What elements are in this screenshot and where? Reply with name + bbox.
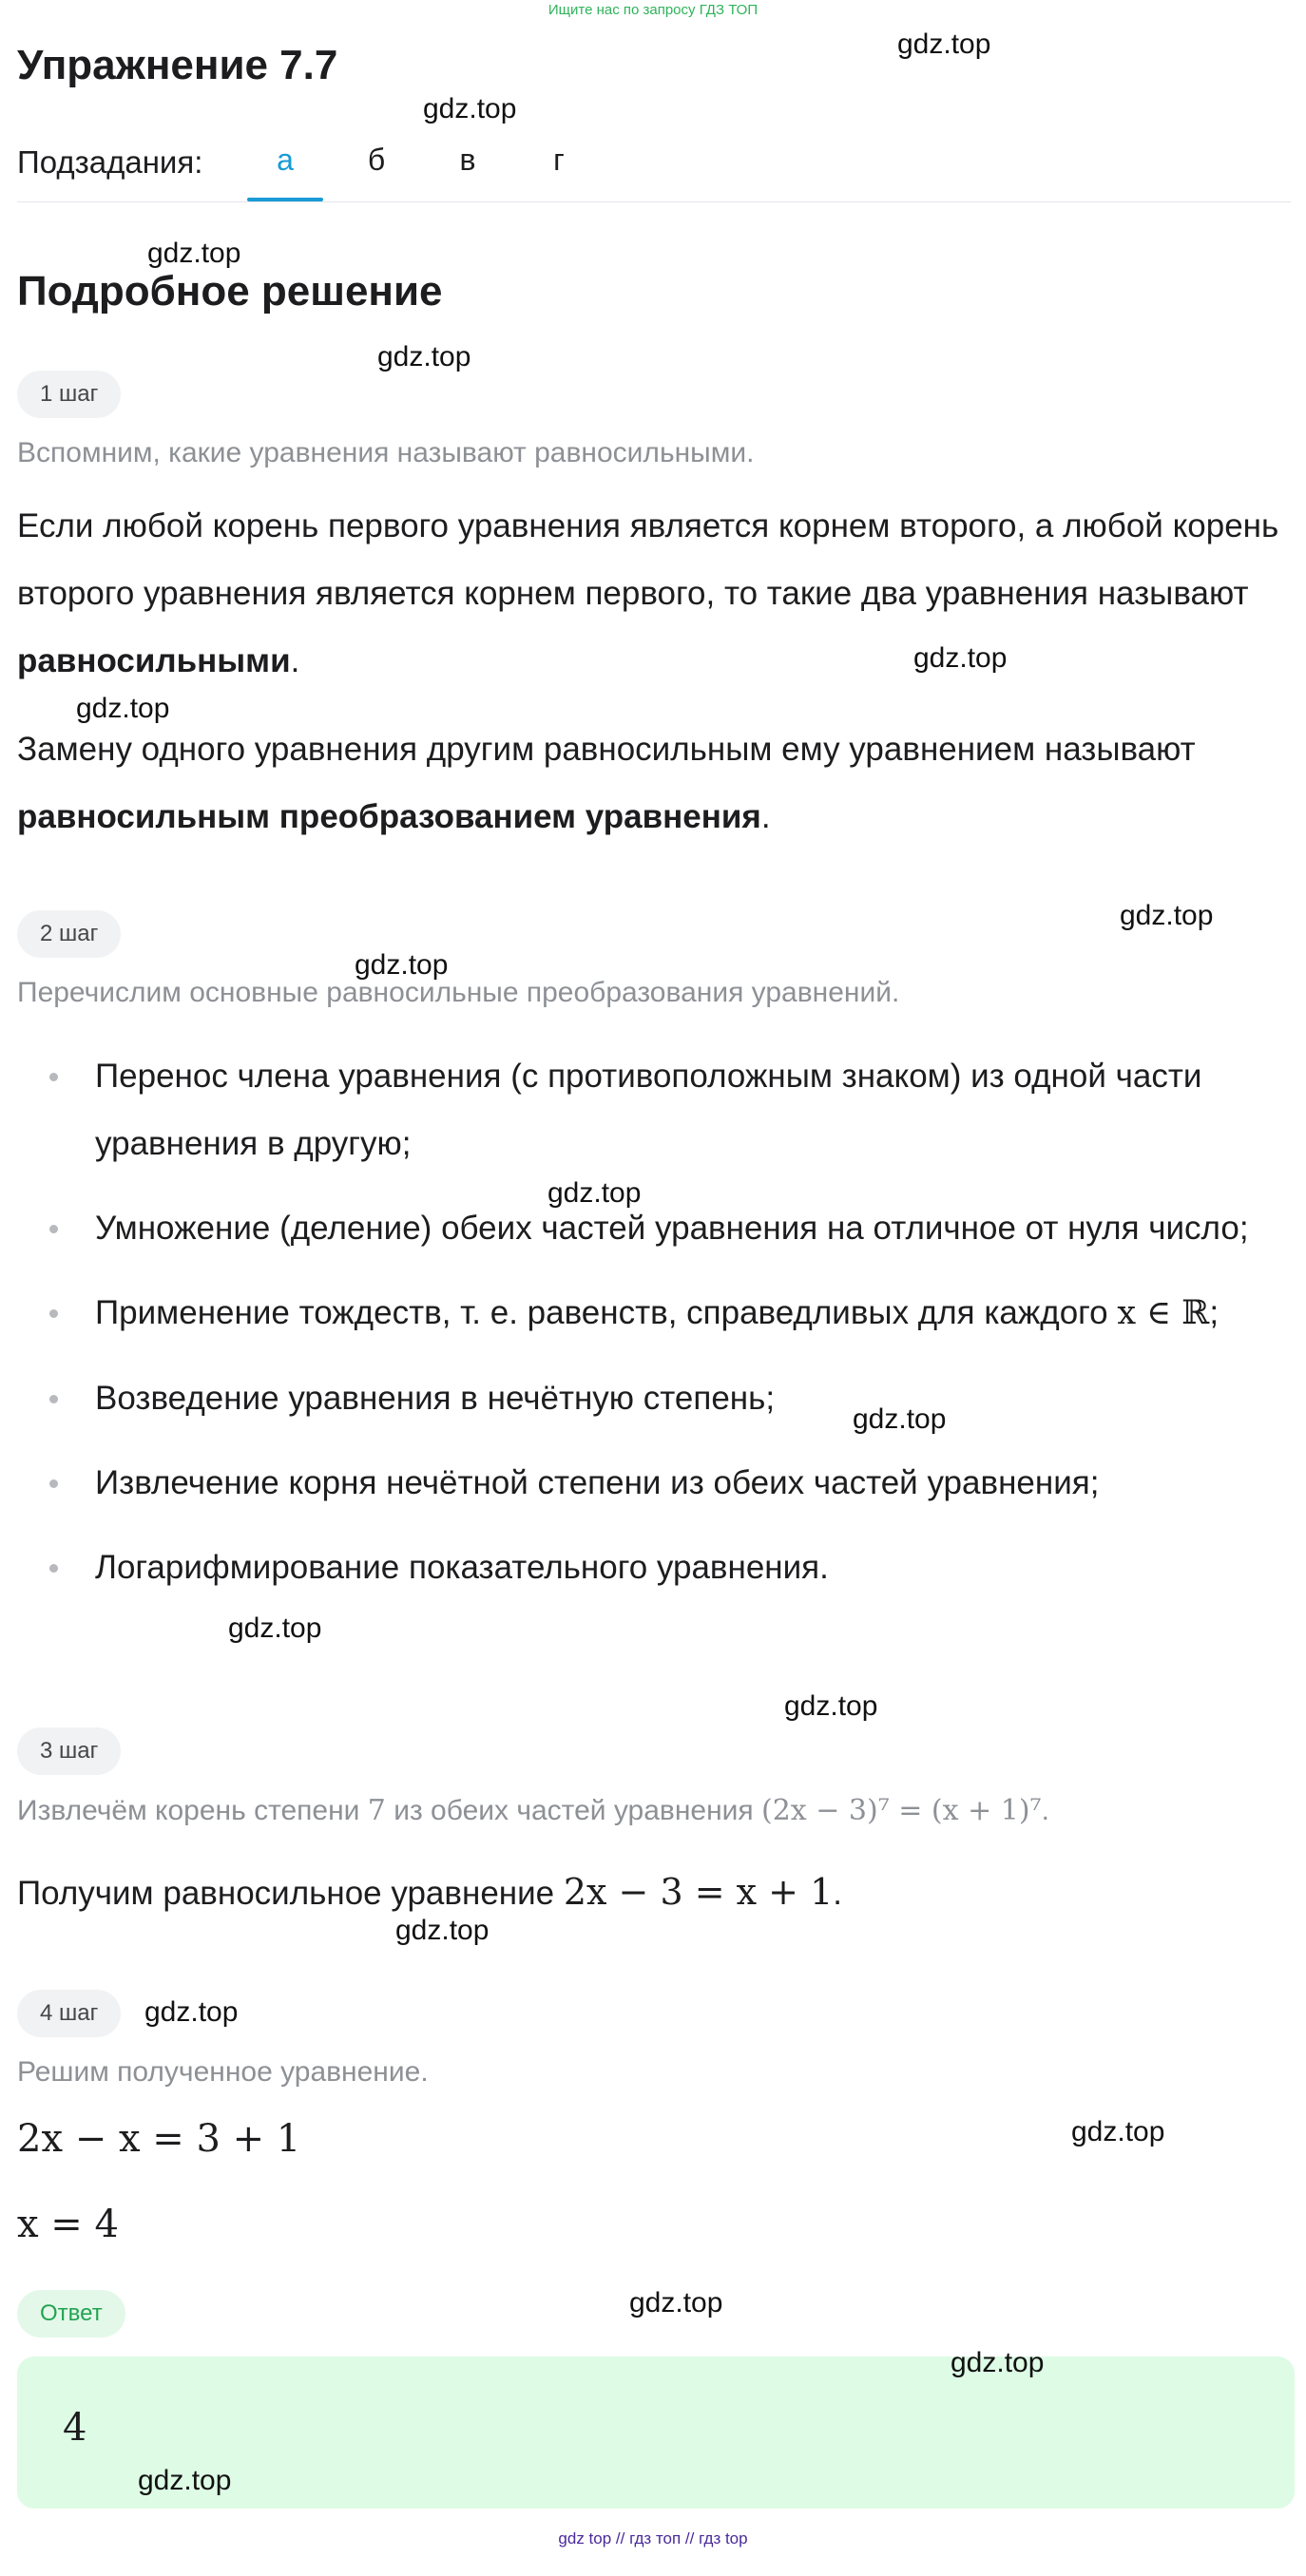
math-x-in-reals: x ∈ ℝ bbox=[1117, 1294, 1210, 1332]
transformations-list bbox=[46, 1042, 1300, 1618]
tab-b[interactable]: б bbox=[367, 143, 386, 177]
solution-heading: Подробное решение bbox=[17, 268, 443, 315]
watermark: gdz.top bbox=[147, 238, 241, 269]
step-1-badge: 1 шаг bbox=[17, 371, 121, 418]
list-item: Применение тождеств, т. е. равенств, справедливых для каждого x ∈ ℝ; bbox=[46, 1279, 1300, 1347]
step-2-badge: 2 шаг bbox=[17, 910, 121, 958]
tab-v[interactable]: в bbox=[459, 143, 476, 177]
step-1-paragraph-1: Если любой корень первого уравнения является корнем второго, а любой корень второго уравнения является корнем первого, то такие два уравнения называют равносильными. bbox=[17, 507, 1279, 679]
page-title: Упражнение 7.7 bbox=[17, 42, 338, 88]
list-item: Извлечение корня нечётной степени из обеих частей уравнения; bbox=[46, 1449, 1300, 1517]
watermark: gdz.top bbox=[138, 2465, 232, 2496]
watermark: gdz.top bbox=[913, 642, 1008, 674]
watermark: gdz.top bbox=[784, 1690, 878, 1722]
watermark: gdz.top bbox=[355, 949, 449, 981]
bullet-icon bbox=[49, 1073, 58, 1081]
watermark: gdz.top bbox=[76, 693, 170, 724]
step-4-intro: Решим полученное уравнение. bbox=[17, 2056, 429, 2088]
watermark: gdz.top bbox=[547, 1177, 642, 1209]
answer-badge: Ответ bbox=[17, 2290, 125, 2337]
bullet-icon bbox=[49, 1395, 58, 1403]
math-linear-equation: 2x − 3 = x + 1 bbox=[563, 1871, 834, 1913]
watermark: gdz.top bbox=[423, 93, 517, 124]
list-item: Перенос члена уравнения (с противоположным знаком) из одной части уравнения в другую; bbox=[46, 1042, 1300, 1177]
step-3-intro: Извлечём корень степени 7 из обеих частей уравнения (2x − 3)⁷ = (x + 1)⁷. bbox=[17, 1794, 1049, 1827]
watermark: gdz.top bbox=[228, 1612, 322, 1644]
watermark: gdz.top bbox=[897, 29, 991, 60]
equation-2: x = 4 bbox=[17, 2203, 119, 2246]
watermark: gdz.top bbox=[395, 1915, 490, 1946]
step-3-badge: 3 шаг bbox=[17, 1727, 121, 1775]
watermark: gdz.top bbox=[1120, 900, 1214, 931]
answer-value: 4 bbox=[63, 2406, 87, 2450]
footer: gdz top // гдз топ // гдз top bbox=[558, 2529, 748, 2547]
watermark: gdz.top bbox=[951, 2347, 1045, 2378]
step-1-paragraph-2: Замену одного уравнения другим равносильным ему уравнением называют равносильным преобразованием уравнения. bbox=[17, 731, 1196, 835]
tab-a[interactable]: а bbox=[247, 143, 323, 200]
watermark: gdz.top bbox=[1071, 2116, 1165, 2147]
step-4-badge: 4 шаг bbox=[17, 1990, 121, 2037]
list-item: Умножение (деление) обеих частей уравнения на отличное от нуля число; bbox=[46, 1194, 1300, 1262]
term-equivalent-transformation: равносильным преобразованием уравнения bbox=[17, 798, 761, 835]
watermark: gdz.top bbox=[377, 341, 471, 372]
bullet-icon bbox=[49, 1225, 58, 1233]
watermark: gdz.top bbox=[629, 2287, 723, 2318]
watermark: gdz.top bbox=[853, 1403, 947, 1435]
subtasks-label: Подзадания: bbox=[17, 144, 203, 180]
list-item: Возведение уравнения в нечётную степень; bbox=[46, 1364, 1300, 1432]
subtasks-bar bbox=[17, 143, 1291, 202]
step-3-result: Получим равносильное уравнение 2x − 3 = x + 1. bbox=[17, 1871, 842, 1913]
bullet-icon bbox=[49, 1309, 58, 1318]
math-original-equation: (2x − 3)⁷ = (x + 1)⁷ bbox=[760, 1794, 1042, 1827]
step-1-intro: Вспомним, какие уравнения называют равносильными. bbox=[17, 437, 755, 468]
equation-1: 2x − x = 3 + 1 bbox=[17, 2117, 301, 2161]
list-item: Логарифмирование показательного уравнения. bbox=[46, 1534, 1300, 1601]
bullet-icon bbox=[49, 1479, 58, 1488]
watermark: gdz.top bbox=[144, 1996, 239, 2028]
term-equivalent: равносильными bbox=[17, 642, 291, 679]
top-hint: Ищите нас по запросу ГДЗ ТОП bbox=[547, 2, 759, 18]
tab-g[interactable]: г bbox=[553, 143, 565, 177]
step-2-intro: Перечислим основные равносильные преобразования уравнений. bbox=[17, 977, 900, 1008]
bullet-icon bbox=[49, 1564, 58, 1573]
